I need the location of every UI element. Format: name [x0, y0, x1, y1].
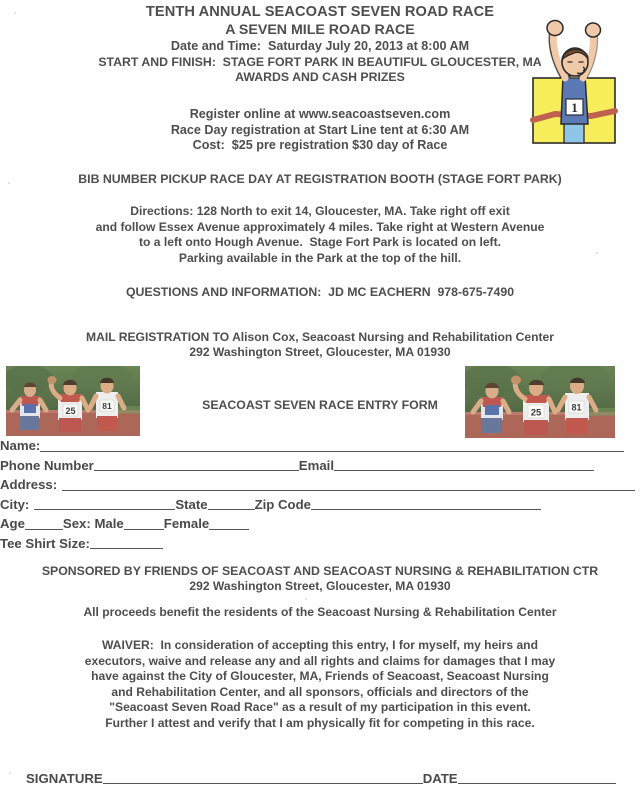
directions-line-1: Directions: 128 North to exit 14, Gloucester, MA. Take right off exit: [130, 204, 510, 218]
phone-number-input-line[interactable]: [94, 470, 299, 471]
field-row-phone-email: [0, 454, 640, 474]
scan-speckle: [596, 252, 598, 254]
entry-form-fields: [0, 434, 640, 551]
awards-line: AWARDS AND CASH PRIZES: [235, 70, 405, 85]
directions-line-4: Parking available in the Park at the top of the hill.: [178, 250, 462, 265]
state-label: State: [175, 496, 208, 512]
scan-speckle: [8, 182, 10, 184]
field-row-address: [0, 473, 640, 493]
start-and-finish-line: START AND FINISH: STAGE FORT PARK IN BEAUTIFUL GLOUCESTER, MA: [98, 54, 542, 69]
email-input-line[interactable]: [334, 470, 594, 471]
directions-block: [0, 204, 640, 266]
address-label: Address:: [0, 477, 58, 493]
registration-info: [0, 107, 640, 154]
state-input-line[interactable]: [208, 509, 255, 510]
waiver-line-2: executors, waive and release any and all rights and claims for damages that I may: [84, 653, 556, 668]
waiver-line-4: and Rehabilitation Center, and all sponsors, officials and directors of the: [111, 684, 529, 699]
page-title-line-1: TENTH ANNUAL SEACOAST SEVEN ROAD RACE: [145, 4, 495, 20]
waiver-line-5: "Seacoast Seven Road Race" as a result of my participation in this event.: [109, 700, 531, 715]
cost-line: Cost: $25 pre registration $30 day of Race: [192, 138, 448, 153]
mail-registration-line-1: MAIL REGISTRATION TO Alison Cox, Seacoast Nursing and Rehabilitation Center: [86, 330, 554, 344]
email-label: Email: [298, 457, 334, 473]
directions-line-3: to a left onto Hough Avenue. Stage Fort Park is located on left.: [139, 235, 501, 250]
address-input-line[interactable]: [62, 490, 635, 491]
date-input-line[interactable]: [458, 783, 616, 784]
sponsor-block: [0, 564, 640, 594]
signature-label: SIGNATURE: [26, 771, 103, 786]
register-online-line: Register online at www.seacoastseven.com: [189, 107, 451, 121]
name-input-line[interactable]: [40, 451, 624, 452]
signature-row: [26, 772, 616, 786]
sponsor-line-2: 292 Washington Street, Gloucester, MA 01930: [189, 579, 451, 594]
questions-and-information-line: QUESTIONS AND INFORMATION: JD MC EACHERN 978-675-7490: [125, 285, 515, 299]
field-row-city-state-zip: [0, 493, 640, 513]
scan-speckle: [9, 772, 11, 774]
svg-text:81: 81: [102, 401, 112, 411]
phone-number-label: Phone Number: [0, 457, 94, 473]
mail-registration-block: [0, 330, 640, 360]
svg-text:25: 25: [530, 407, 542, 419]
zip-code-label: Zip Code: [254, 496, 311, 512]
waiver-line-3: have against the City of Gloucester, MA, Friends of Seacoast, Seacoast Nursing: [91, 669, 549, 684]
field-row-name: [0, 434, 640, 454]
city-input-line[interactable]: [34, 509, 175, 510]
female-label: Female: [163, 516, 210, 532]
age-label: Age: [0, 516, 25, 532]
field-row-age-sex: [0, 512, 640, 532]
waiver-block: [0, 638, 640, 731]
directions-line-2: and follow Essex Avenue approximately 4 miles. Take right at Western Avenue: [95, 219, 545, 234]
age-input-line[interactable]: [25, 529, 63, 530]
bib-pickup-line: BIB NUMBER PICKUP RACE DAY AT REGISTRATION BOOTH (STAGE FORT PARK): [78, 172, 562, 186]
field-row-tee-shirt: [0, 532, 640, 552]
male-input-line[interactable]: [124, 529, 164, 530]
waiver-line-6: Further I attest and verify that I am physically fit for competing in this race.: [105, 715, 535, 730]
zip-code-input-line[interactable]: [311, 509, 541, 510]
mail-registration-line-2: 292 Washington Street, Gloucester, MA 01930: [189, 345, 451, 360]
female-input-line[interactable]: [209, 529, 249, 530]
svg-text:81: 81: [571, 402, 582, 413]
svg-text:25: 25: [65, 406, 76, 416]
city-label: City:: [0, 496, 30, 512]
proceeds-line: All proceeds benefit the residents of the Seacoast Nursing & Rehabilitation Center: [83, 605, 557, 619]
tee-shirt-size-label: Tee Shirt Size:: [0, 535, 90, 551]
scan-speckle: [305, 598, 307, 600]
tee-shirt-size-input-line[interactable]: [90, 548, 163, 549]
name-label: Name:: [0, 438, 41, 454]
date-label: DATE: [422, 771, 458, 786]
page-title-line-2: A SEVEN MILE ROAD RACE: [225, 21, 415, 38]
entry-form-heading: SEACOAST SEVEN RACE ENTRY FORM: [202, 398, 438, 412]
race-day-registration-line: Race Day registration at Start Line tent at 6:30 AM: [170, 122, 470, 137]
date-and-time-line: Date and Time: Saturday July 20, 2013 at 8:00 AM: [170, 39, 470, 54]
svg-text:1: 1: [571, 100, 578, 115]
flyer-header: [0, 4, 640, 85]
sponsor-line-1: SPONSORED BY FRIENDS OF SEACOAST AND SEACOAST NURSING & REHABILITATION CTR: [41, 564, 599, 578]
sex-male-label: Sex: Male: [62, 516, 124, 532]
waiver-line-1: WAIVER: In consideration of accepting this entry, I for myself, my heirs and: [102, 638, 538, 652]
scan-speckle: [14, 12, 16, 14]
signature-input-line[interactable]: [103, 783, 423, 784]
